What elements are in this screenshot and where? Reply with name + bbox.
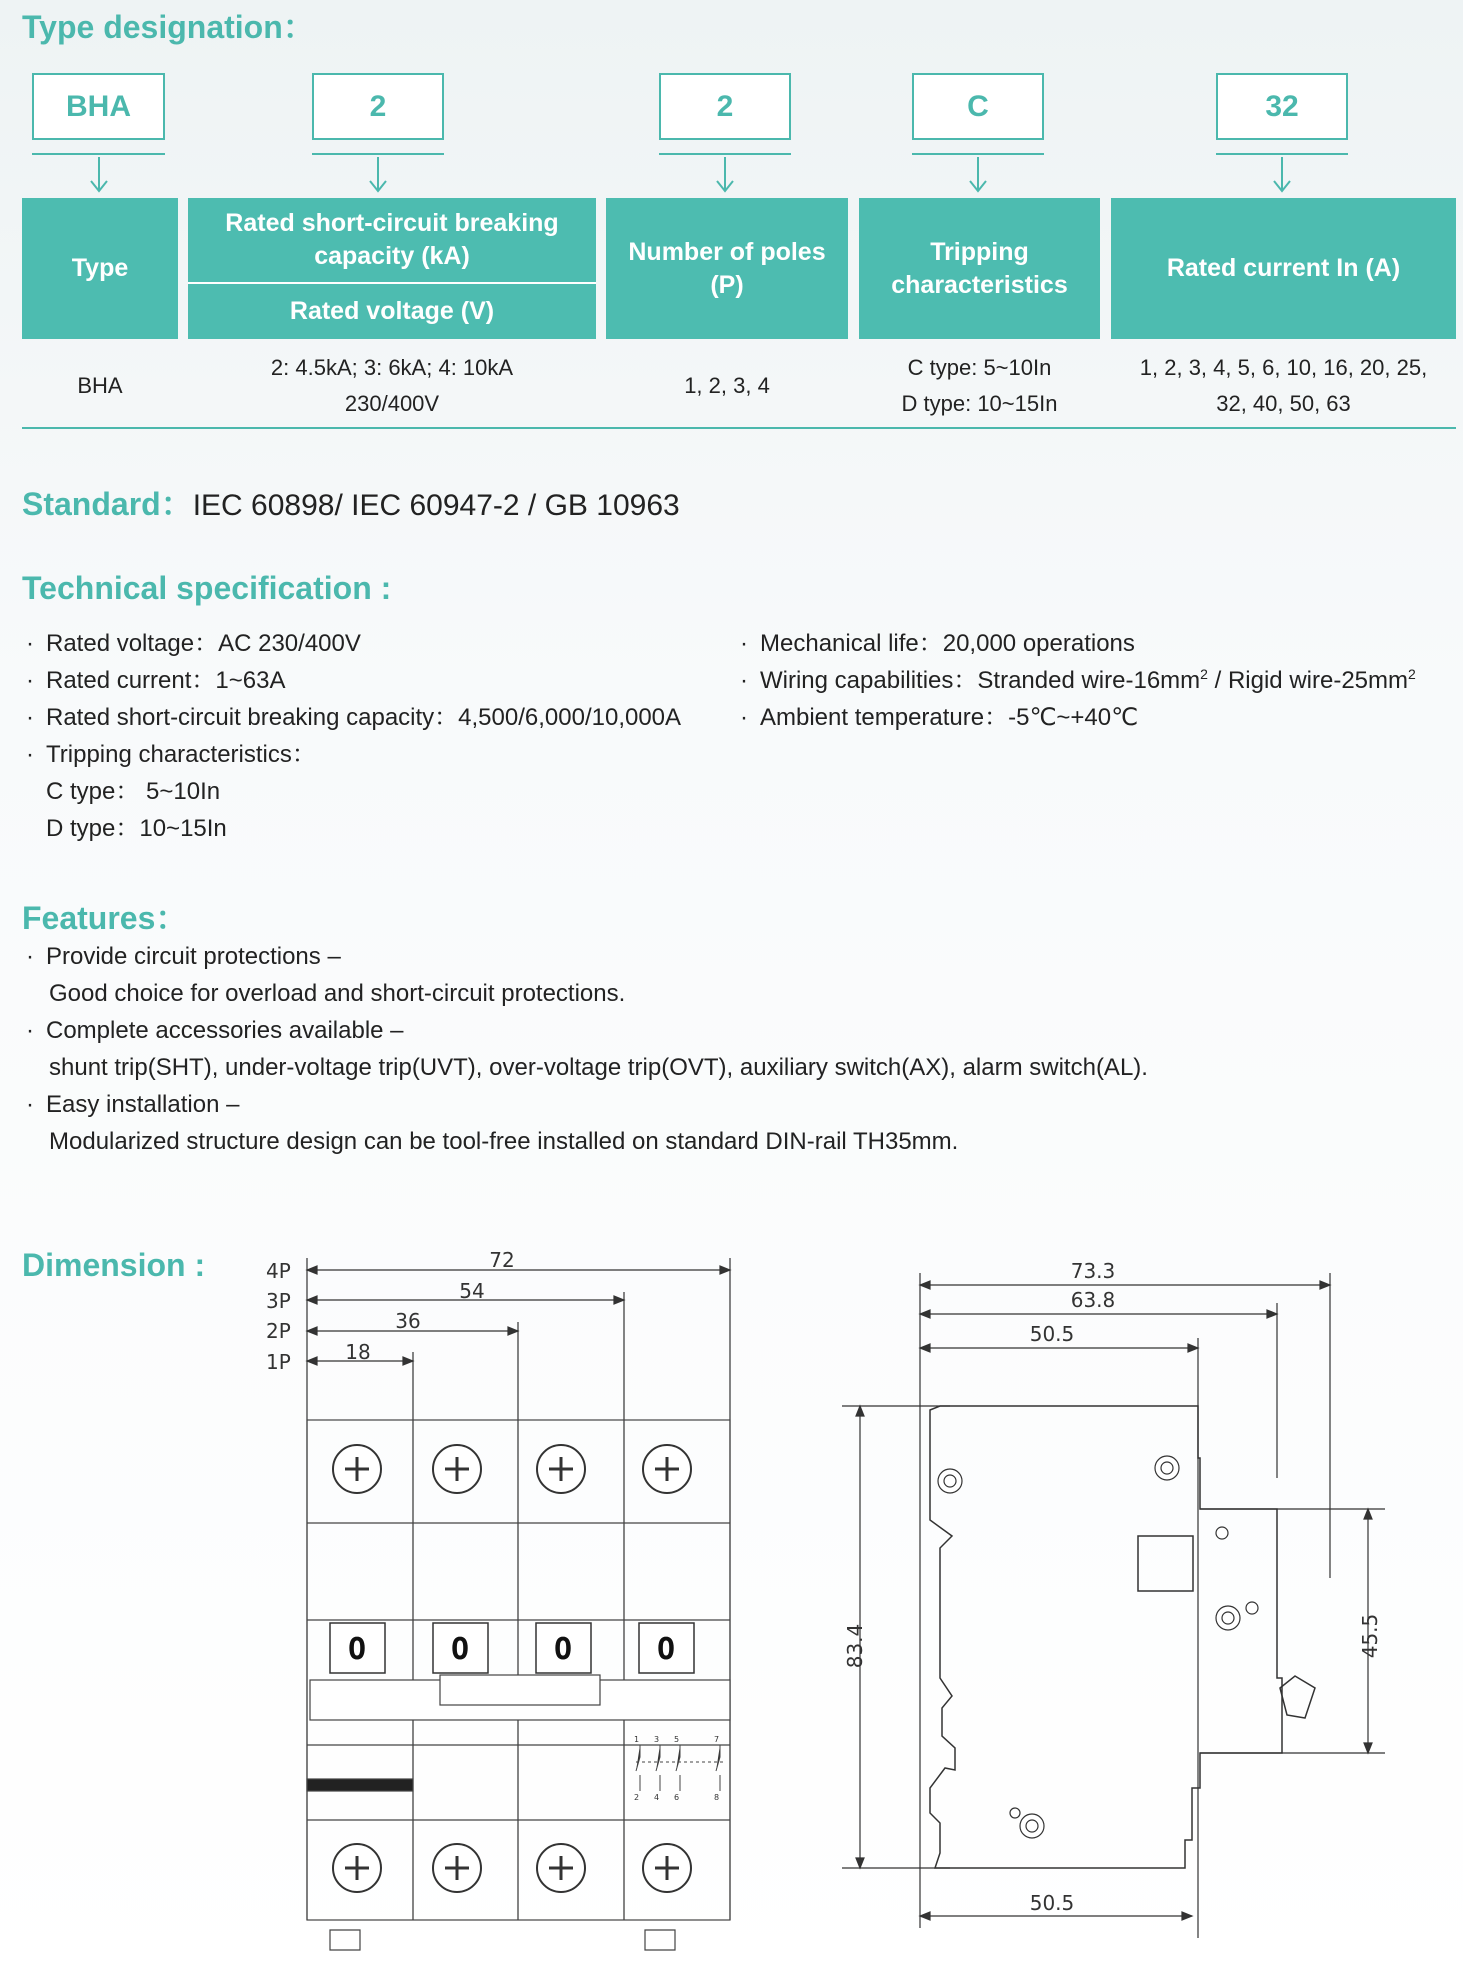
pole-label: 1P bbox=[266, 1350, 291, 1374]
down-arrow-icon bbox=[968, 157, 988, 193]
spec-tripping: Tripping characteristics： bbox=[46, 741, 316, 768]
spec-item: · Rated current：1~63A bbox=[26, 667, 286, 694]
spec-rated-voltage: Rated voltage：AC 230/400V bbox=[46, 630, 361, 657]
code-poles: 2 bbox=[659, 73, 791, 140]
spec-wiring: Wiring capabilities：Stranded wire-16mm bbox=[760, 667, 1201, 694]
tech-spec-heading: Technical specification : bbox=[22, 570, 392, 606]
handle-symbol: O bbox=[553, 1632, 573, 1667]
cell-poles: 1, 2, 3, 4 bbox=[684, 372, 770, 398]
spec-tripping-d: D type：10~15In bbox=[46, 815, 227, 842]
cell-rated-current bbox=[1111, 345, 1456, 427]
side-rivets bbox=[938, 1456, 1258, 1838]
handle-symbol: O bbox=[450, 1632, 470, 1667]
side-view-drawing bbox=[830, 1248, 1400, 1948]
feature-title: · Provide circuit protections – bbox=[26, 943, 341, 970]
spec-item: · Ambient temperature：-5℃~+40℃ bbox=[740, 704, 1139, 731]
code-type: BHA bbox=[32, 73, 165, 140]
header-poles: Number of poles (P) bbox=[606, 198, 848, 339]
terminal-number: 8 bbox=[714, 1793, 720, 1802]
width-label: 72 bbox=[489, 1248, 515, 1272]
width-label: 54 bbox=[459, 1279, 485, 1303]
cell-type: BHA bbox=[77, 372, 123, 398]
terminal-number: 7 bbox=[714, 1735, 720, 1744]
down-arrow-icon bbox=[715, 157, 735, 193]
cell-current-line: 32, 40, 50, 63 bbox=[1216, 391, 1351, 416]
header-rated-current: Rated current In (A) bbox=[1111, 198, 1456, 339]
dimension-heading: Dimension : bbox=[22, 1247, 206, 1283]
terminal-number: 3 bbox=[654, 1735, 660, 1744]
width-label: 36 bbox=[395, 1309, 421, 1333]
cell-voltage-line: 230/400V bbox=[344, 391, 440, 416]
spec-item: · Wiring capabilities：Stranded wire-$16mm^2$ / Rigid wire-$25mm^2$ bbox=[740, 666, 1416, 694]
handle-symbol: O bbox=[656, 1632, 676, 1667]
feature-title-text: Complete accessories available – bbox=[46, 1017, 404, 1044]
header-capacity-voltage bbox=[188, 198, 596, 339]
feature-title-text: Easy installation – bbox=[46, 1091, 240, 1118]
cell-tripping-line: D type: 10~15In bbox=[901, 391, 1058, 416]
feature-detail: shunt trip(SHT), under-voltage trip(UVT), over-voltage trip(OVT), auxiliary switch(AX), alarm switch(AL). bbox=[49, 1054, 1148, 1081]
spec-item: · Tripping characteristics： bbox=[26, 741, 316, 768]
side-dimension-lines bbox=[842, 1273, 1385, 1938]
features-heading: Features： bbox=[22, 900, 188, 936]
code-underline bbox=[659, 153, 791, 155]
spec-breaking-capacity: Rated short-circuit breaking capacity：4,500/6,000/10,000A bbox=[46, 704, 682, 731]
feature-title: · Complete accessories available – bbox=[26, 1017, 404, 1044]
terminal-number: 2 bbox=[634, 1793, 640, 1802]
top-width-label: 50.5 bbox=[1029, 1322, 1075, 1346]
superscript: 2 bbox=[1200, 666, 1208, 682]
table-bottom-rule bbox=[22, 427, 1456, 429]
code-capacity: 2 bbox=[312, 73, 444, 140]
standard-label: Standard： bbox=[22, 486, 193, 522]
header-type: Type bbox=[22, 198, 178, 339]
code-underline bbox=[32, 153, 165, 155]
spec-mechanical-life: Mechanical life：20,000 operations bbox=[760, 630, 1135, 657]
spec-item: · Rated voltage：AC 230/400V bbox=[26, 630, 361, 657]
terminal-screws bbox=[333, 1445, 691, 1892]
down-arrow-icon bbox=[1272, 157, 1292, 193]
spec-item: · Mechanical life：20,000 operations bbox=[740, 630, 1135, 657]
terminal-number: 1 bbox=[634, 1735, 640, 1744]
handle-symbol: O bbox=[347, 1632, 367, 1667]
terminal-number: 5 bbox=[674, 1735, 680, 1744]
spec-tripping-c: C type： 5~10In bbox=[46, 778, 221, 805]
mid-height-label: 45.5 bbox=[1358, 1613, 1382, 1659]
feature-detail: Good choice for overload and short-circuit protections. bbox=[49, 980, 626, 1007]
superscript: 2 bbox=[1408, 666, 1416, 682]
breaker-side-outline bbox=[930, 1406, 1315, 1868]
spec-rated-current: Rated current：1~63A bbox=[46, 667, 286, 694]
code-underline bbox=[912, 153, 1044, 155]
pole-label: 4P bbox=[266, 1259, 291, 1283]
bottom-width-label: 50.5 bbox=[1029, 1891, 1075, 1915]
width-label: 18 bbox=[345, 1340, 371, 1364]
standard-value: IEC 60898/ IEC 60947-2 / GB 10963 bbox=[192, 489, 680, 522]
feature-title: · Easy installation – bbox=[26, 1091, 240, 1118]
front-view-drawing bbox=[250, 1240, 750, 1965]
code-underline bbox=[1216, 153, 1348, 155]
spec-item: · Rated short-circuit breaking capacity：4,500/6,000/10,000A bbox=[26, 704, 682, 731]
cell-tripping bbox=[859, 345, 1100, 427]
cell-current-line: 1, 2, 3, 4, 5, 6, 10, 16, 20, 25, bbox=[1139, 354, 1428, 380]
terminal-number: 6 bbox=[674, 1793, 680, 1802]
feature-detail: Modularized structure design can be tool-free installed on standard DIN-rail TH35mm. bbox=[49, 1128, 959, 1155]
down-arrow-icon bbox=[368, 157, 388, 193]
pole-label: 2P bbox=[266, 1319, 291, 1343]
header-rated-voltage: Rated voltage (V) bbox=[289, 297, 495, 325]
height-label: 83.4 bbox=[843, 1623, 867, 1669]
header-tripping: Tripping characteristics bbox=[859, 198, 1100, 339]
handles bbox=[330, 1623, 694, 1673]
header-breaking-capacity: Rated short-circuit breaking capacity (kA) bbox=[225, 209, 559, 270]
cell-tripping-line: C type: 5~10In bbox=[907, 354, 1052, 380]
cell-capacity-line: 2: 4.5kA; 3: 6kA; 4: 10kA bbox=[270, 354, 514, 380]
top-width-label: 63.8 bbox=[1070, 1288, 1116, 1312]
spec-wiring-rigid: / Rigid wire-25mm bbox=[1207, 667, 1408, 694]
standard-line bbox=[22, 479, 680, 525]
terminal-number: 4 bbox=[654, 1793, 660, 1802]
pole-label: 3P bbox=[266, 1289, 291, 1313]
code-current: 32 bbox=[1216, 73, 1348, 140]
type-designation-heading: Type designation： bbox=[22, 9, 315, 45]
down-arrow-icon bbox=[89, 157, 109, 193]
feature-title-text: Provide circuit protections – bbox=[46, 943, 341, 970]
code-tripping: C bbox=[912, 73, 1044, 140]
cell-capacity bbox=[188, 345, 596, 427]
top-width-label: 73.3 bbox=[1070, 1259, 1116, 1283]
spec-ambient: Ambient temperature：-5℃~+40℃ bbox=[760, 704, 1139, 731]
code-underline bbox=[312, 153, 444, 155]
